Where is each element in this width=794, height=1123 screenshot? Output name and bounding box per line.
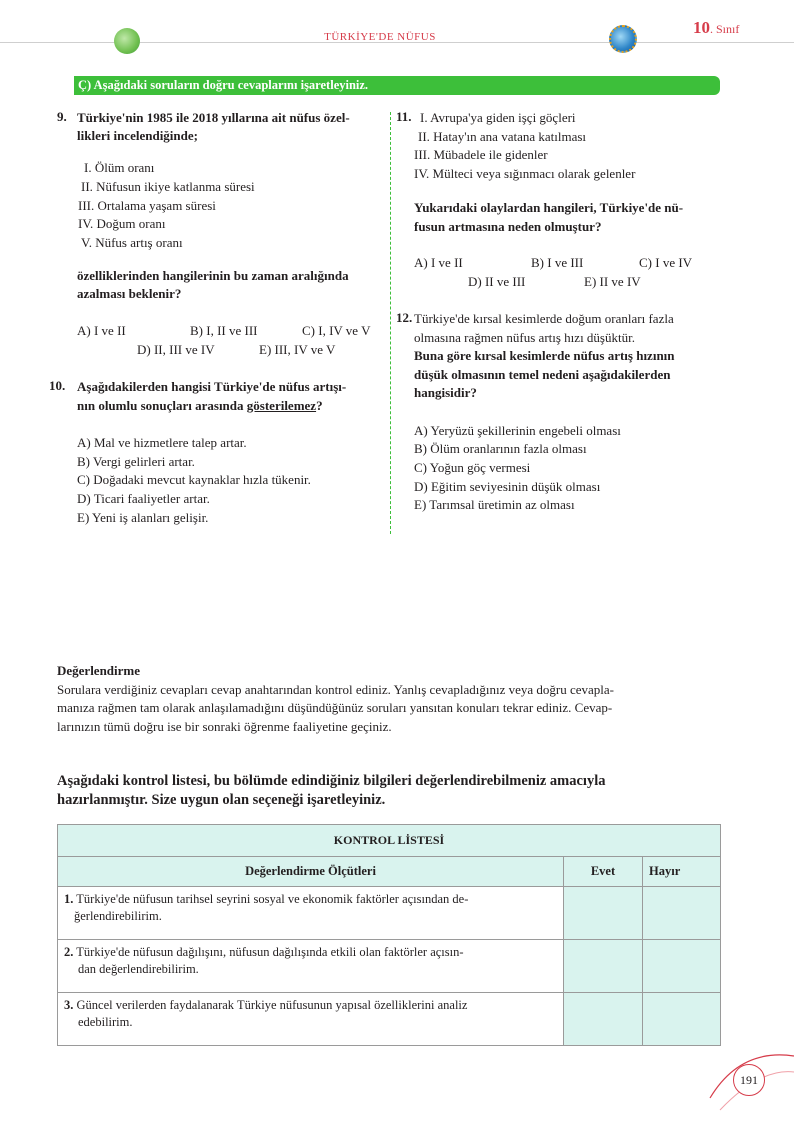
grade-label: 10. Sınıf [693,18,740,37]
header-title: TÜRKİYE'DE NÜFUS [324,31,436,43]
q12-option-e[interactable]: E) Tarımsal üretimin az olması [414,497,575,512]
q9-item: IV. Doğum oranı [78,216,166,231]
q10-option-e[interactable]: E) Yeni iş alanları gelişir. [77,510,209,525]
q10-option-c[interactable]: C) Doğadaki mevcut kaynaklar hızla tükenir. [77,472,311,487]
q11-option-e[interactable]: E) II ve IV [584,274,641,289]
table-row [58,940,721,993]
q11-item: I. Avrupa'ya giden işçi göçleri [420,110,576,125]
q9-option-d[interactable]: D) II, III ve IV [137,342,215,357]
q12-question-line2: düşük olmasının temel nedeni aşağıdakilerden [414,367,671,382]
criterion-cell: 2. Türkiye'de nüfusun dağılışını, nüfusun dağılışında etkili olan faktörler açısın- dan değerlendirebilirim. [58,940,564,993]
yes-header: Evet [564,857,643,887]
q10-option-d[interactable]: D) Ticari faaliyetler artar. [77,491,210,506]
q9-question-line1: özelliklerinden hangilerinin bu zaman aralığında [77,268,349,283]
q9-option-c[interactable]: C) I, IV ve V [302,323,371,338]
no-header: Hayır [643,857,721,887]
q12-question-line3: hangisidir? [414,385,477,400]
q12-option-d[interactable]: D) Eğitim seviyesinin düşük olması [414,479,601,494]
q11-option-c[interactable]: C) I ve IV [639,255,693,270]
q12-option-a[interactable]: A) Yeryüzü şekillerinin engebeli olması [414,423,621,438]
q12-stem-line2: olmasına rağmen nüfus artış hızı düşüktür. [414,330,635,345]
q12-stem-line1: Türkiye'de kırsal kesimlerde doğum oranları fazla [414,311,674,326]
table-row [58,993,721,1046]
checklist-title: KONTROL LİSTESİ [58,825,721,857]
q9-stem-line1: Türkiye'nin 1985 ile 2018 yıllarına ait nüfus özel- [77,110,350,125]
column-divider [390,112,391,534]
checklist-intro-line2: hazırlanmıştır. Size uygun olan seçeneği işaretleyiniz. [57,792,386,808]
checklist-intro-line1: Aşağıdaki kontrol listesi, bu bölümde edindiğiniz bilgileri değerlendirebilmeniz amacıyla [57,773,606,789]
q9-question-line2: azalması beklenir? [77,286,182,301]
table-row [58,887,721,940]
q9-number: 9. [57,109,67,124]
q9-item: I. Ölüm oranı [84,160,155,175]
q11-number: 11. [396,109,412,124]
q10-stem-line2: nın olumlu sonuçları arasında gösterilemez? [77,398,323,413]
yes-checkbox-cell[interactable] [564,887,643,940]
q11-option-d[interactable]: D) II ve III [468,274,526,289]
no-checkbox-cell[interactable] [643,940,721,993]
q12-number: 12. [396,310,413,325]
q11-item: IV. Mülteci veya sığınmacı olarak gelenler [414,166,636,181]
q10-negation: gösterilemez [246,398,317,413]
criterion-cell: 1. Türkiye'de nüfusun tarihsel seyrini sosyal ve ekonomik faktörler açısından de- ğerlendirebilirim. [58,887,564,940]
evaluation-heading: Değerlendirme [57,663,141,678]
q9-item: V. Nüfus artış oranı [81,235,183,250]
page-number: 191 [733,1064,765,1096]
q10-option-a[interactable]: A) Mal ve hizmetlere talep artar. [77,435,247,450]
q11-question-line2: fusun artmasına neden olmuştur? [414,219,602,234]
q12-option-b[interactable]: B) Ölüm oranlarının fazla olması [414,441,587,456]
no-checkbox-cell[interactable] [643,887,721,940]
q11-option-b[interactable]: B) I ve III [531,255,584,270]
yes-checkbox-cell[interactable] [564,993,643,1046]
q11-option-a[interactable]: A) I ve II [414,255,463,270]
checklist-table [57,824,721,1046]
leaf-globe-icon [114,28,140,54]
q9-option-a[interactable]: A) I ve II [77,323,126,338]
q10-number: 10. [49,378,66,393]
evaluation-text-line2: manıza rağmen tam olarak anlaşılamadığını düşündüğünüz soruları yansıtan konuları tekrar ediniz. Cevap- [57,700,613,715]
q9-option-e[interactable]: E) III, IV ve V [259,342,336,357]
q12-option-c[interactable]: C) Yoğun göç vermesi [414,460,531,475]
evaluation-text-line3: larınızın tümü doğru ise bir sonraki öğrenme faaliyetine geçiniz. [57,719,392,734]
q11-question-line1: Yukarıdaki olaylardan hangileri, Türkiye'de nü- [414,200,684,215]
q12-question-line1: Buna göre kırsal kesimlerde nüfus artış hızının [414,348,675,363]
evaluation-text-line1: Sorulara verdiğiniz cevapları cevap anahtarından kontrol ediniz. Yanlış cevapladığınız veya doğru cevapla- [57,682,614,697]
q10-option-b[interactable]: B) Vergi gelirleri artar. [77,454,195,469]
earth-globe-icon [609,25,637,53]
q9-item: II. Nüfusun ikiye katlanma süresi [81,179,255,194]
q10-stem-line1: Aşağıdakilerden hangisi Türkiye'de nüfus artışı- [77,379,347,394]
yes-checkbox-cell[interactable] [564,940,643,993]
criterion-cell: 3. Güncel verilerden faydalanarak Türkiye nüfusunun yapısal özelliklerini analiz edebilirim. [58,993,564,1046]
q11-item: II. Hatay'ın ana vatana katılması [418,129,587,144]
q9-stem-line2: likleri incelendiğinde; [77,128,198,143]
q11-item: III. Mübadele ile gidenler [414,147,548,162]
criteria-header: Değerlendirme Ölçütleri [58,857,564,887]
section-instruction-bar [74,76,720,95]
q9-option-b[interactable]: B) I, II ve III [190,323,258,338]
section-instruction: Ç) Aşağıdaki soruların doğru cevaplarını işaretleyiniz. [78,78,369,92]
q9-item: III. Ortalama yaşam süresi [78,198,216,213]
